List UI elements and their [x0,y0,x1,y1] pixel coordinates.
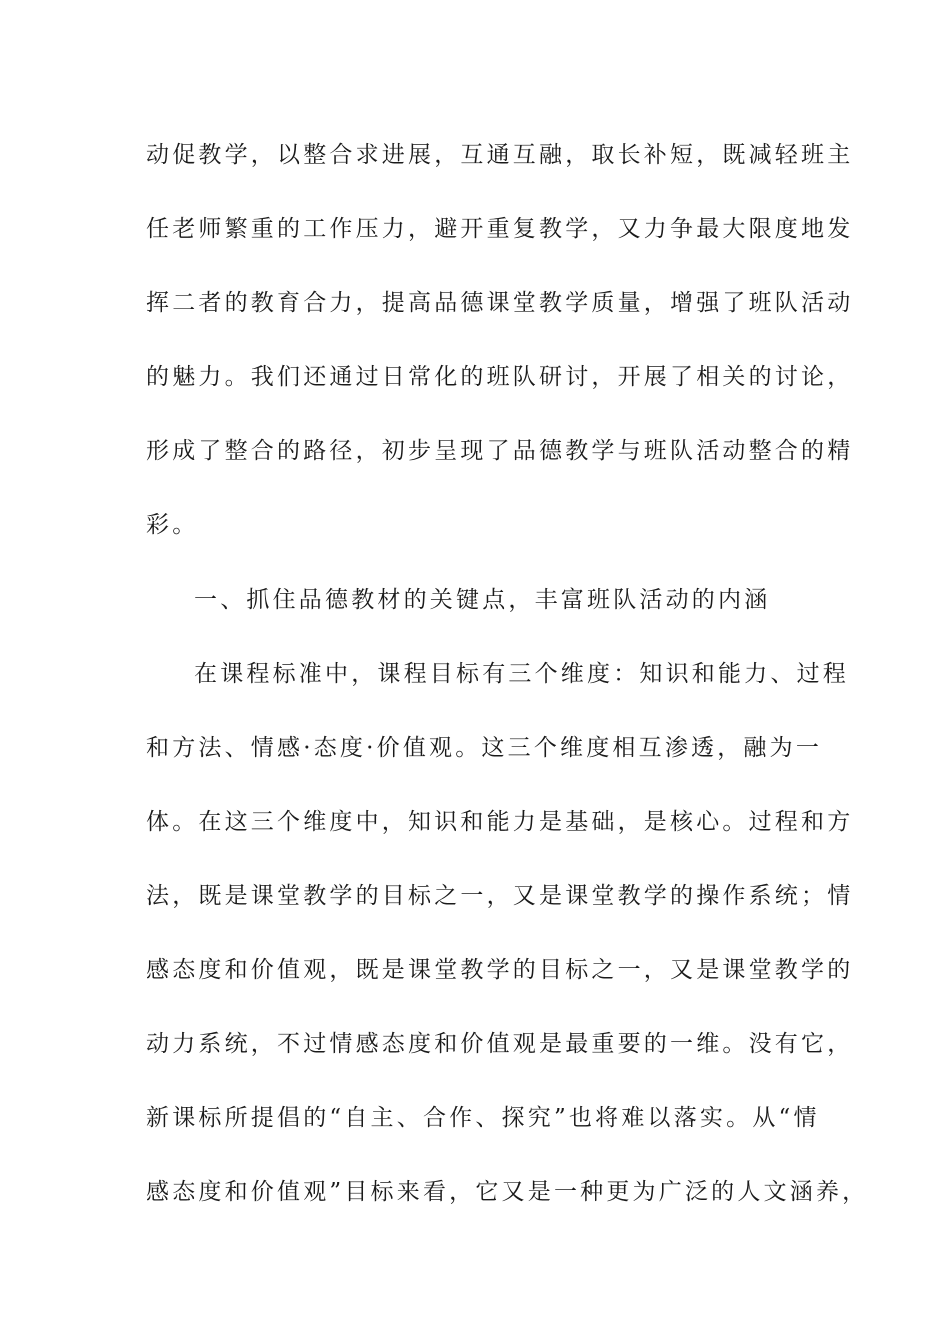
text-line-11: 法，既是课堂教学的目标之一，又是课堂教学的操作系统；情 [146,883,854,909]
text-line-6: 彩。 [146,512,199,538]
text-line-13: 动力系统，不过情感态度和价值观是最重要的一维。没有它， [146,1031,854,1057]
text-line-10: 体。在这三个维度中，知识和能力是基础，是核心。过程和方 [146,809,854,835]
text-line-15: 感态度和价值观”目标来看，它又是一种更为广泛的人文涵养， [146,1179,869,1205]
text-line-8: 在课程标准中，课程目标有三个维度：知识和能力、过程 [194,661,849,687]
text-line-14: 新课标所提倡的“自主、合作、探究”也将难以落实。从“情 [146,1105,820,1131]
text-line-12: 感态度和价值观，既是课堂教学的目标之一，又是课堂教学的 [146,957,854,983]
text-line-1: 动促教学，以整合求进展，互通互融，取长补短，既减轻班主 [146,142,854,168]
text-line-3: 挥二者的教育合力，提高品德课堂教学质量，增强了班队活动 [146,290,854,316]
text-line-9: 和方法、情感·态度·价值观。这三个维度相互渗透，融为一 [146,735,823,761]
text-line-5: 形成了整合的路径，初步呈现了品德教学与班队活动整合的精 [146,438,854,464]
text-line-2: 任老师繁重的工作压力，避开重复教学，又力争最大限度地发 [146,216,854,242]
text-line-4: 的魅力。我们还通过日常化的班队研讨，开展了相关的讨论， [146,364,854,390]
section-heading: 一、抓住品德教材的关键点，丰富班队活动的内涵 [194,587,771,613]
